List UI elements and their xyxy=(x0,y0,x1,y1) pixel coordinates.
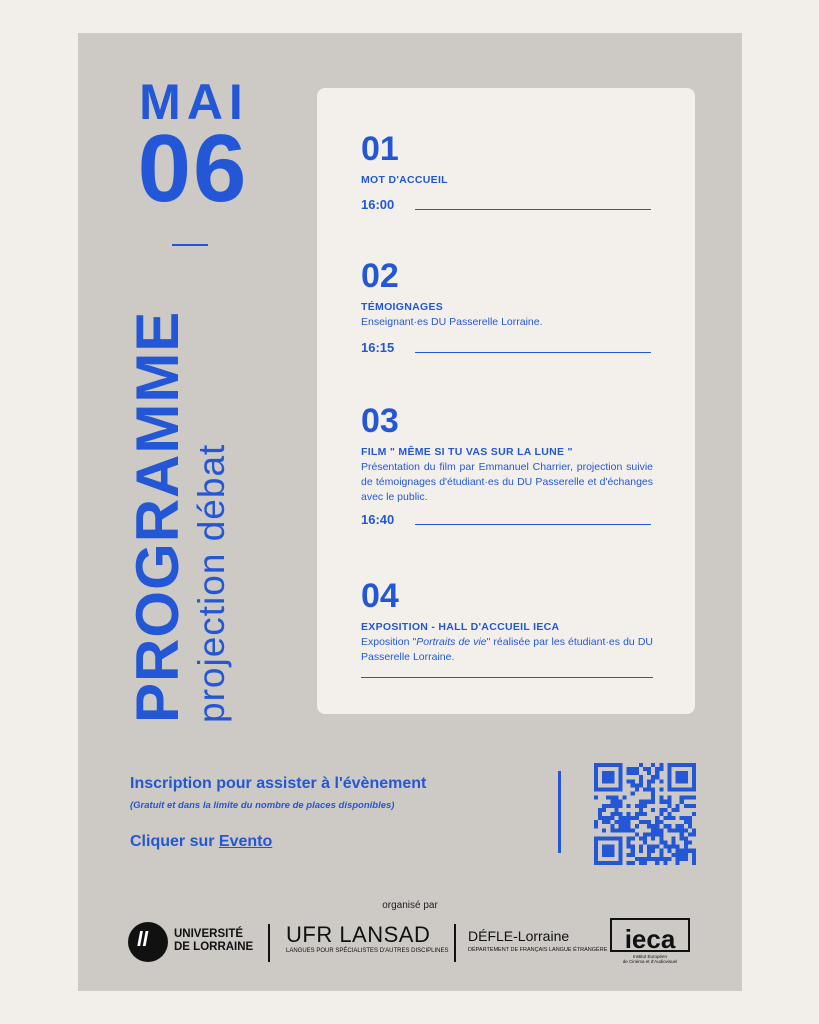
registration-subtitle: (Gratuit et dans la limite du nombre de places disponibles) xyxy=(130,800,395,811)
ufr-lansad-logo xyxy=(286,922,449,954)
timeline-03 xyxy=(361,512,651,526)
item-title: EXPOSITION - HALL D'ACCUEIL IECA xyxy=(361,621,560,633)
event-month: MAI xyxy=(139,74,249,130)
partner-logos xyxy=(128,916,698,966)
item-title: MOT D'ACCUEIL xyxy=(361,174,448,186)
ul-line2: DE LORRAINE xyxy=(174,941,254,953)
timeline-02 xyxy=(361,340,651,354)
poster xyxy=(78,33,742,991)
time-line xyxy=(415,524,651,525)
defle-sub: DÉPARTEMENT DE FRANÇAIS LANGUE ÉTRANGÈRE xyxy=(468,947,608,953)
ieca-sub xyxy=(610,954,690,964)
item-number: 01 xyxy=(361,130,399,168)
registration-cta xyxy=(130,833,272,851)
ieca-sub1: Institut Européen xyxy=(632,954,668,959)
programme-heading: PROGRAMME xyxy=(124,310,191,723)
defle-lorraine-logo xyxy=(468,928,607,953)
schedule-item-01 xyxy=(361,132,653,186)
item-time: 16:15 xyxy=(361,340,395,355)
logo-separator xyxy=(268,924,270,962)
timeline-01 xyxy=(361,197,651,211)
ul-text xyxy=(174,928,253,954)
ul-circle-icon: ll xyxy=(128,922,168,962)
logo-separator xyxy=(454,924,456,962)
item-number: 02 xyxy=(361,257,399,295)
item-title: TÉMOIGNAGES xyxy=(361,301,444,313)
vertical-separator xyxy=(558,771,561,853)
qr-code-icon[interactable] xyxy=(594,763,696,865)
evento-link[interactable]: Evento xyxy=(218,833,273,850)
desc-part: " réalisée par les étudiant·es du DU Passerelle Lorraine. xyxy=(361,636,653,663)
time-line xyxy=(415,209,651,210)
item-description: Enseignant·es DU Passerelle Lorraine. xyxy=(361,316,543,328)
item-number: 04 xyxy=(361,577,399,615)
item-description: Présentation du film par Emmanuel Charrier, projection suivie de témoignages d'étudiant·es du DU Passerelle et d'échanges avec le public. xyxy=(361,461,653,503)
ufr-main: UFR LANSAD xyxy=(286,922,431,947)
item-time: 16:40 xyxy=(361,512,395,527)
time-line xyxy=(415,352,651,353)
desc-italic: Portraits de vie xyxy=(416,636,487,648)
item-number: 03 xyxy=(361,402,399,440)
divider-dash xyxy=(172,244,208,246)
item-description xyxy=(361,635,653,665)
programme-subtitle: projection débat xyxy=(191,443,232,723)
registration-title: Inscription pour assister à l'évènement xyxy=(130,775,427,792)
event-day: 06 xyxy=(137,115,249,222)
schedule-item-03 xyxy=(361,404,653,505)
schedule-item-04 xyxy=(361,579,653,665)
end-line xyxy=(361,677,653,678)
schedule-item-02 xyxy=(361,259,653,330)
item-time: 16:00 xyxy=(361,197,395,212)
cta-prefix: Cliquer sur xyxy=(130,833,219,850)
ieca-sub2: de Cinéma et d'Audiovisuel xyxy=(622,959,678,964)
ul-line1: UNIVERSITÉ xyxy=(174,928,244,940)
ieca-logo xyxy=(610,918,690,964)
item-title: FILM " MÊME SI TU VAS SUR LA LUNE " xyxy=(361,446,573,458)
desc-part: Exposition " xyxy=(361,636,417,648)
ufr-sub: LANGUES POUR SPÉCIALISTES D'AUTRES DISCIPLINES xyxy=(286,948,449,954)
ieca-main: ieca xyxy=(610,918,690,952)
organised-by-label: organisé par xyxy=(382,900,438,911)
schedule-card xyxy=(317,88,695,714)
defle-main: DÉFLE-Lorraine xyxy=(468,928,570,944)
